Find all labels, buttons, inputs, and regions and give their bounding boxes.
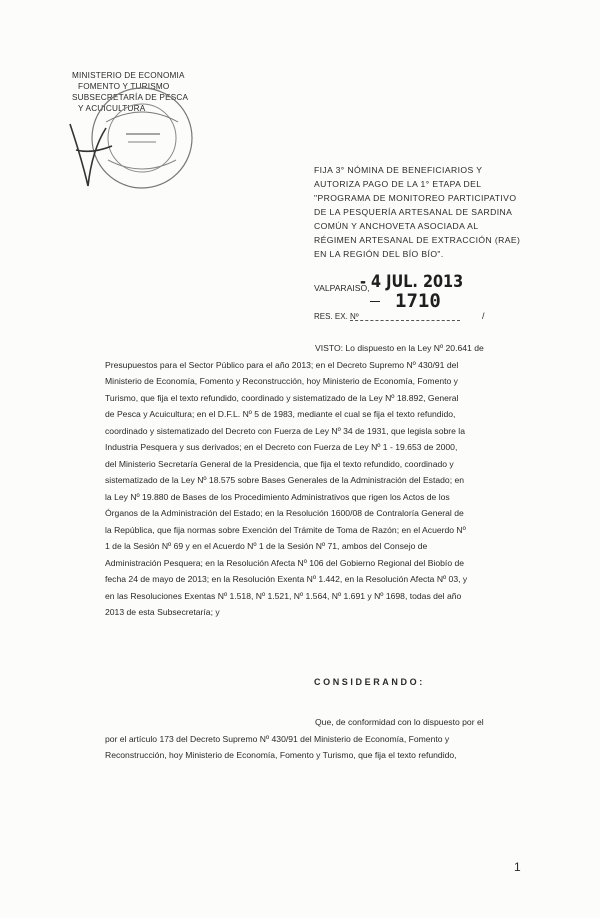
resolution-number: 1710 — [395, 290, 441, 312]
visto-line: en las Resoluciones Exentas Nº 1.518, Nº 1.521, Nº 1.564, Nº 1.691 y Nº 1698, todas del año — [105, 590, 462, 601]
place-label: VALPARAISO, — [314, 283, 370, 293]
visto-line: coordinado y sistematizado del Decreto con Fuerza de Ley Nº 34 de 1931, que legisla sobre la — [105, 425, 465, 436]
visto-line: Turismo, que fija el texto refundido, coordinado y sistematizado de la Ley Nº 18.892, General — [105, 392, 459, 403]
title-line: FIJA 3° NÓMINA DE BENEFICIARIOS Y — [314, 165, 483, 175]
header-line: SUBSECRETARÍA DE PESCA — [72, 93, 189, 102]
title-line: COMÚN Y ANCHOVETA ASOCIADA AL — [314, 221, 479, 231]
visto-paragraph — [105, 340, 545, 621]
title-line: AUTORIZA PAGO DE LA 1° ETAPA DEL — [314, 179, 482, 189]
handwritten-signature — [62, 120, 132, 190]
considerando-heading: CONSIDERANDO: — [314, 677, 425, 687]
header-line: Y ACUICULTURA — [78, 104, 146, 113]
considerando-line: por el artículo 173 del Decreto Supremo Nº 430/91 del Ministerio de Economía, Fomento y — [105, 733, 450, 744]
title-line: "PROGRAMA DE MONITOREO PARTICIPATIVO — [314, 193, 517, 203]
visto-line: del Ministerio Secretaría General de la Presidencia, que fija el texto refundido, coordinado y — [105, 458, 454, 469]
visto-line: la República, que fija normas sobre Exención del Trámite de Toma de Razón; en el Acuerdo Nº — [105, 524, 466, 535]
dash-mark — [370, 301, 380, 302]
title-line: RÉGIMEN ARTESANAL DE EXTRACCIÓN (RAE) — [314, 235, 521, 245]
document-title — [314, 163, 544, 261]
date-stamp: - 4 JUL. 2013 — [360, 272, 464, 292]
visto-line: de Pesca y Acuicultura; en el D.F.L. Nº 5 de 1983, mediante el cual se fija el texto refundido, — [105, 409, 456, 419]
title-line: DE LA PESQUERÍA ARTESANAL DE SARDINA — [314, 207, 513, 217]
visto-line: Administración Pesquera; en la Resolución Afecta Nº 106 del Gobierno Regional del Biobío de — [105, 557, 465, 568]
resolution-underline — [350, 320, 460, 321]
visto-line: Ministerio de Economía, Fomento y Reconstrucción, hoy Ministerio de Economía, Fomento y — [105, 376, 458, 386]
page-number: 1 — [514, 860, 521, 874]
visto-line: fecha 24 de mayo de 2013; en la Resolución Exenta Nº 1.442, en la Resolución Afecta Nº 03, y — [105, 574, 468, 584]
visto-line: Órganos de la Administración del Estado; en la Resolución 1600/08 de Contraloría General de — [105, 508, 464, 518]
visto-line: 1 de la Sesión Nº 69 y en el Acuerdo Nº 1 de la Sesión Nº 71, ambos del Consejo de — [105, 541, 428, 551]
visto-line: la Ley Nº 19.880 de Bases de los Procedimiento Administrativos que rigen los Actos de los — [105, 491, 450, 502]
visto-line: Presupuestos para el Sector Público para el año 2013; en el Decreto Supremo Nº 430/91 del — [105, 359, 459, 370]
visto-line: Industria Pesquera y sus derivados; en el Decreto con Fuerza de Ley Nº 1 - 19.653 de 2000, — [105, 442, 458, 452]
header-line: MINISTERIO DE ECONOMIA — [72, 71, 185, 80]
visto-line: VISTO: Lo dispuesto en la Ley Nº 20.641 de — [315, 343, 484, 353]
resolution-slash: / — [482, 311, 485, 321]
resolution-label: RES. EX. Nº — [314, 312, 359, 321]
visto-line: 2013 de esta Subsecretaría; y — [105, 607, 220, 617]
visto-line: sistematizado de la Ley Nº 18.575 sobre Bases Generales de la Administración del Estado; en — [105, 475, 465, 485]
header-line: FOMENTO Y TURISMO — [78, 82, 170, 91]
considerando-paragraph — [105, 714, 545, 764]
considerando-line: Reconstrucción, hoy Ministerio de Economía, Fomento y Turismo, que fija el texto refundido, — [105, 750, 457, 760]
considerando-line: Que, de conformidad con lo dispuesto por el — [315, 717, 484, 727]
title-line: EN LA REGIÓN DEL BÍO BÍO". — [314, 249, 444, 259]
